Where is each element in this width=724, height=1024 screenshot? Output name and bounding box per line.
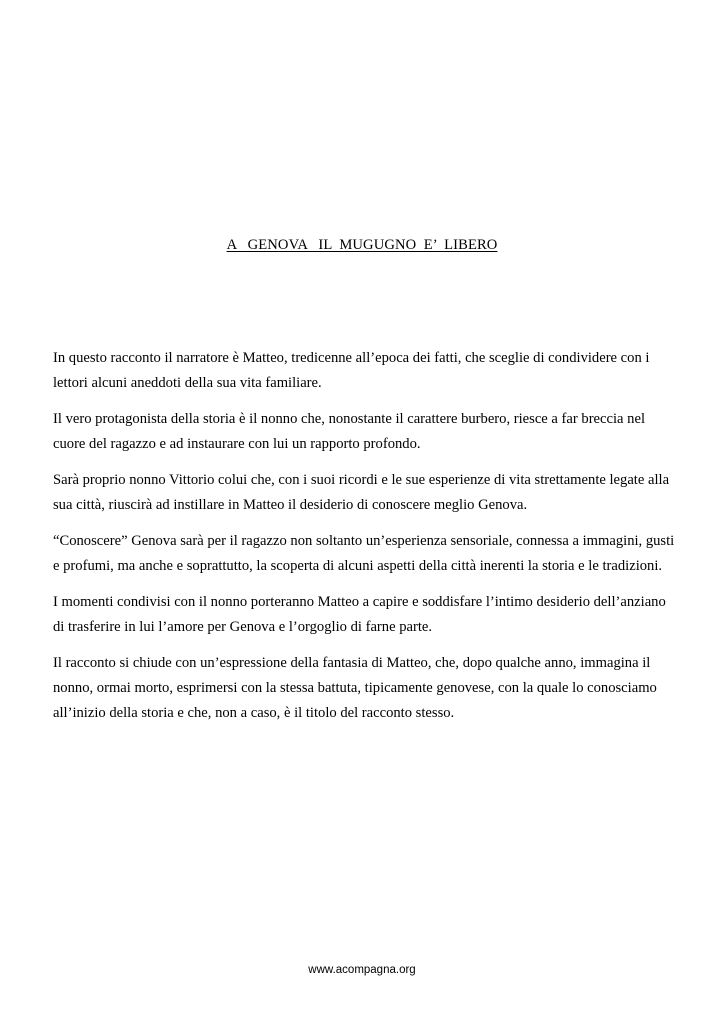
paragraph-6: Il racconto si chiude con un’espressione della fantasia di Matteo, che, dopo qualche anno, immagina il nonno, ormai morto, esprimersi con la stessa battuta, tipicamente genovese, con la quale lo conosciamo all’inizio della storia e che, non a caso, è il titolo del racconto stesso. [53,655,657,721]
document-title: A GENOVA IL MUGUGNO E’ LIBERO [226,237,498,253]
paragraph-3: Sarà proprio nonno Vittorio colui che, con i suoi ricordi e le sue esperienze di vita strettamente legate alla sua città, riuscirà ad instillare in Matteo il desiderio di conoscere meglio Genova. [53,472,670,513]
document-body [53,346,675,737]
paragraph-4: “Conoscere” Genova sarà per il ragazzo non soltanto un’esperienza sensoriale, connessa a immagini, gusti e profumi, ma anche e soprattutto, la scoperta di alcuni aspetti della città inerenti la storia e le tradizioni. [53,533,675,574]
paragraph-2: Il vero protagonista della storia è il nonno che, nonostante il carattere burbero, riesce a far breccia nel cuore del ragazzo e ad instaurare con lui un rapporto profondo. [53,411,646,452]
footer-website: www.acompagna.org [308,964,416,976]
paragraph-5: I momenti condivisi con il nonno porteranno Matteo a capire e soddisfare l’intimo desiderio dell’anziano di trasferire in lui l’amore per Genova e l’orgoglio di farne parte. [53,594,666,635]
paragraph-1: In questo racconto il narratore è Matteo, tredicenne all’epoca dei fatti, che sceglie di condividere con i lettori alcuni aneddoti della sua vita familiare. [53,350,650,391]
